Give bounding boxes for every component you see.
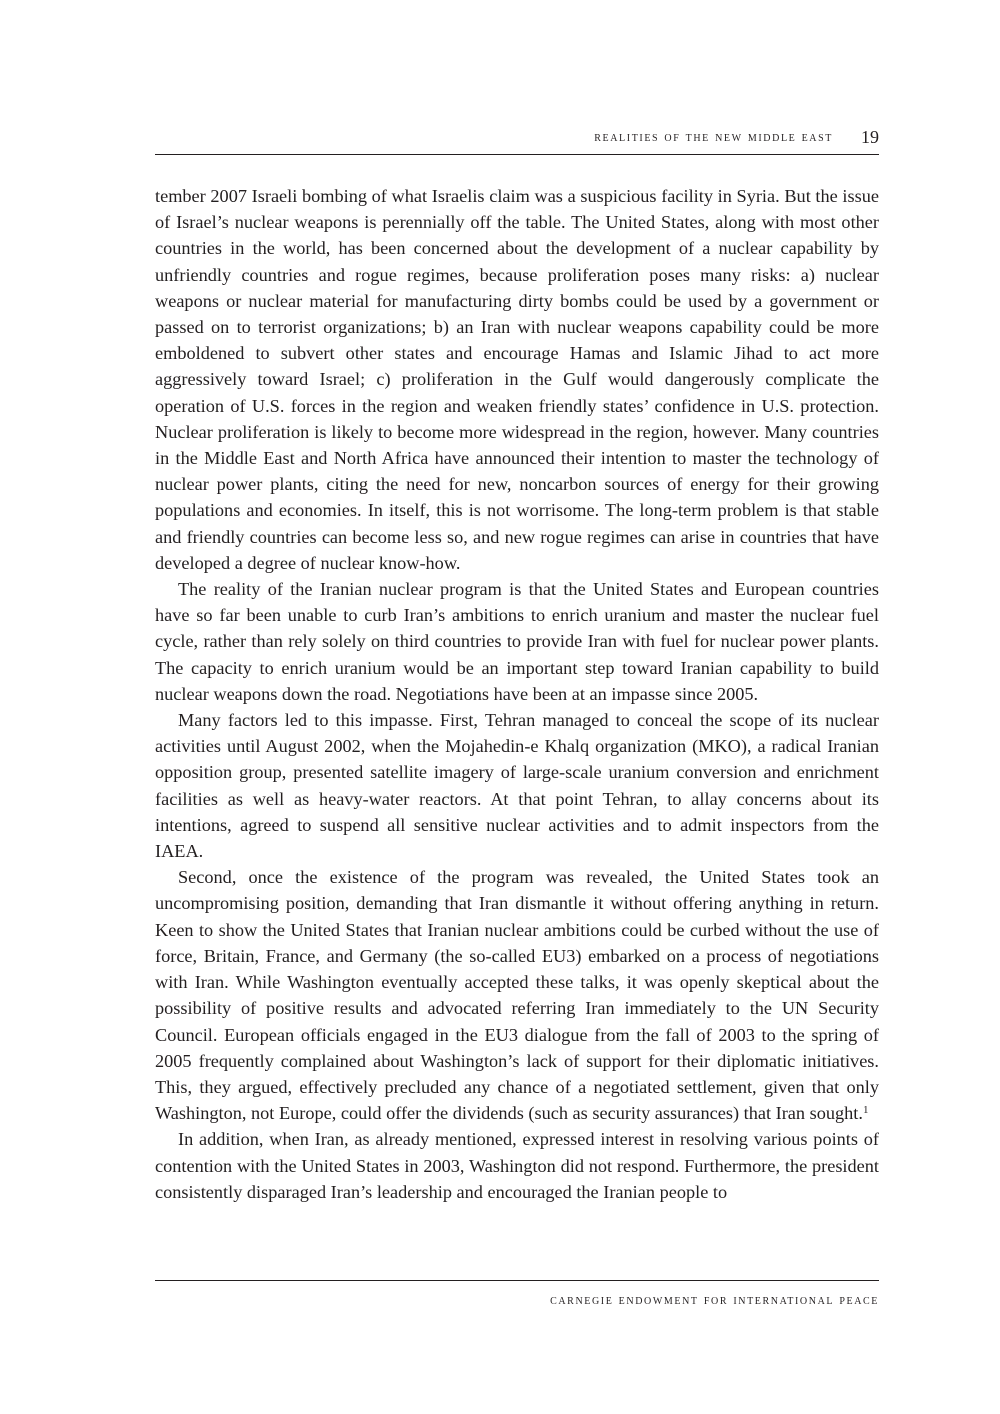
paragraph xyxy=(155,1126,879,1205)
page-number: 19 xyxy=(861,127,879,147)
body-text xyxy=(155,183,879,1205)
footer-organization: carnegie endowment for international peace xyxy=(550,1292,879,1308)
paragraph-text: In addition, when Iran, as already mentioned, expressed interest in resolving various points of contention with the United States in 2003, Washington did not respond. Furthermore, the president consistently disparaged Iran’s leadership and encouraged the Iranian people to xyxy=(155,1129,879,1202)
running-head-title: realities of the new middle east xyxy=(594,129,833,145)
paragraph xyxy=(155,864,879,1126)
paragraph-text: The reality of the Iranian nuclear program is that the United States and European countries have so far been unable to curb Iran’s ambitions to enrich uranium and master the nuclear fuel cycle, rather than rely solely on third countries to provide Iran with fuel for nuclear power plants. The capacity to enrich uranium would be an important step toward Iranian capability to build nuclear weapons down the road. Negotiations have been at an impasse since 2005. xyxy=(155,579,879,704)
page-footer xyxy=(155,1280,879,1308)
paragraph xyxy=(155,576,879,707)
paragraph-text: tember 2007 Israeli bombing of what Israelis claim was a suspicious facility in Syria. But the issue of Israel’s nuclear weapons is perennially off the table. The United States, along with most other countries in the world, has been concerned about the development of a nuclear capability by unfriendly countries and rogue regimes, because proliferation poses many risks: a) nuclear weapons or nuclear material for manufacturing dirty bombs could be used by a government or passed on to terrorist organizations; b) an Iran with nuclear weapons capability could be more emboldened to subvert other states and encourage Hamas and Islamic Jihad to act more aggressively toward Israel; c) proliferation in the Gulf would dangerously complicate the operation of U.S. forces in the region and weaken friendly states’ confidence in U.S. protection. Nuclear proliferation is likely to become more widespread in the region, however. Many countries in the Middle East and North Africa have announced their intention to master the technology of nuclear power plants, citing the need for new, noncarbon sources of energy for their growing populations and economies. In itself, this is not worrisome. The long-term problem is that stable and friendly countries can become less so, and new rogue regimes can arise in countries that have developed a degree of nuclear know-how. xyxy=(155,186,879,573)
paragraph-text: Second, once the existence of the program was revealed, the United States took an uncompromising position, demanding that Iran dismantle it without offering anything in return. Keen to show the United States that Iranian nuclear ambitions could be curbed without the use of force, Britain, France, and Germany (the so-called EU3) embarked on a process of negotiations with Iran. While Washington eventually accepted these talks, it was openly skeptical about the possibility of positive results and advocated referring Iran immediately to the UN Security Council. European officials engaged in the EU3 dialogue from the fall of 2003 to the spring of 2005 frequently complained about Washington’s lack of support for their diplomatic initiatives. This, they argued, effectively precluded any chance of a negotiated settlement, given that only Washington, not Europe, could offer the dividends (such as security assurances) that Iran sought. xyxy=(155,867,879,1124)
paragraph xyxy=(155,707,879,864)
footnote-marker[interactable]: 1 xyxy=(862,1104,869,1117)
paragraph xyxy=(155,183,879,576)
running-head xyxy=(155,128,879,155)
paragraph-text: Many factors led to this impasse. First, Tehran managed to conceal the scope of its nuclear activities until August 2002, when the Mojahedin-e Khalq organization (MKO), a radical Iranian opposition group, presented satellite imagery of large-scale uranium conversion and enrichment facilities as well as heavy-water reactors. At that point Tehran, to allay concerns about its intentions, agreed to suspend all sensitive nuclear activities and to admit inspectors from the IAEA. xyxy=(155,710,879,862)
